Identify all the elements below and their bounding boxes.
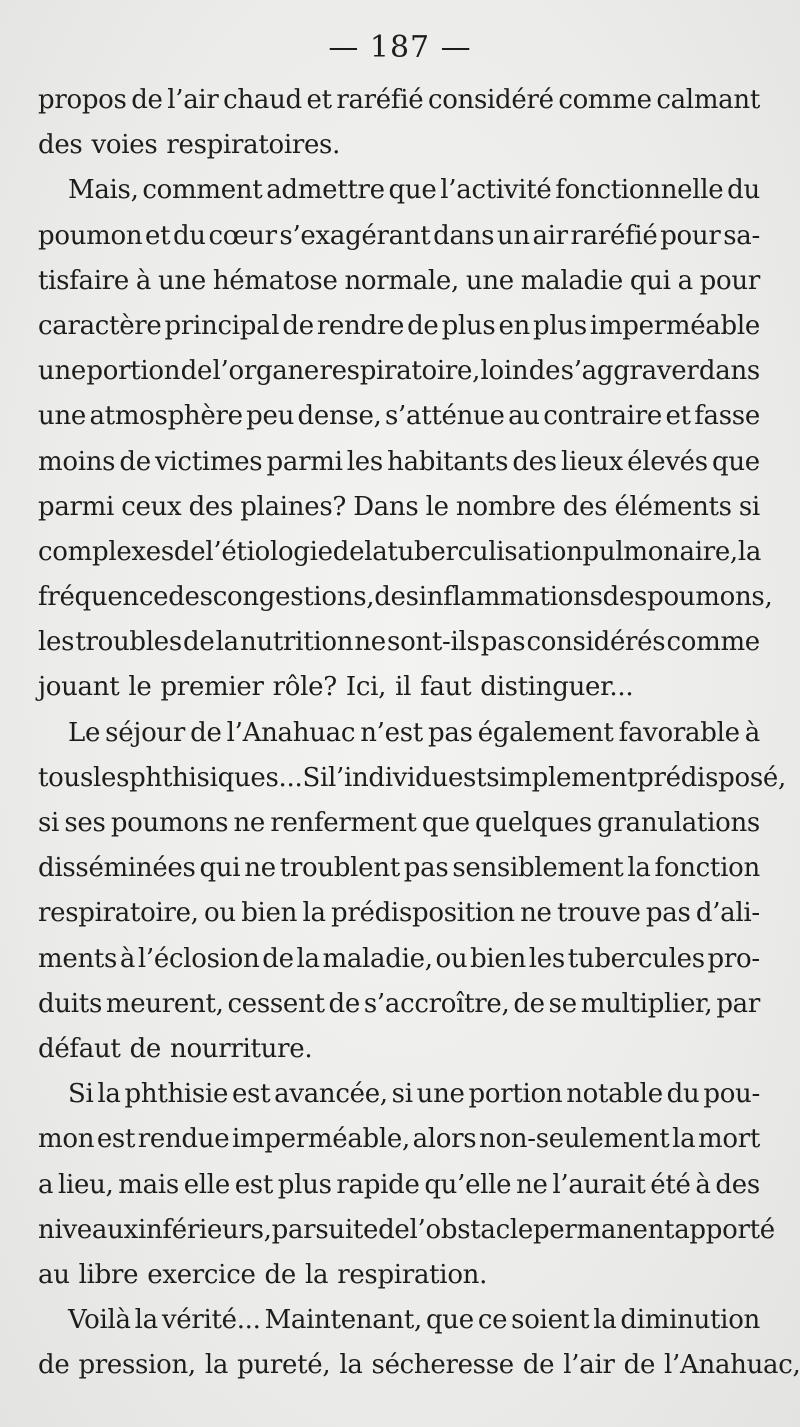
text-line: Mais, comment admettre que l’activité fonctionnelle du: [68, 175, 760, 206]
text-line: mon est rendue imperméable, alors non-seulement la mort: [38, 1124, 760, 1155]
text-line: au libre exercice de la respiration.: [38, 1259, 488, 1290]
text-line: de pression, la pureté, la sécheresse de l’air de l’Anahuac,: [38, 1350, 800, 1381]
text-line: une atmosphère peu dense, s’atténue au contraire et fasse: [38, 401, 760, 432]
text-line: jouant le premier rôle? Ici, il faut distinguer...: [38, 672, 634, 703]
text-line: Le séjour de l’Anahuac n’est pas également favorable à: [68, 717, 760, 748]
text-line: caractère principal de rendre de plus en plus imperméable: [38, 310, 760, 341]
text-line: duits meurent, cessent de s’accroître, de se multiplier, par: [38, 988, 760, 1019]
text-line: niveaux inférieurs, par suite de l’obstacle permanent apporté: [38, 1214, 775, 1245]
text-line: les troubles de la nutrition ne sont-ils pas considérés comme: [38, 627, 760, 658]
text-line: a lieu, mais elle est plus rapide qu’elle ne l’aurait été à des: [38, 1169, 760, 1200]
text-line: tisfaire à une hématose normale, une maladie qui a pour: [38, 265, 760, 296]
text-line: Voilà la vérité... Maintenant, que ce soient la diminution: [68, 1305, 760, 1336]
paragraph: [38, 78, 760, 168]
text-line: propos de l’air chaud et raréfié considéré comme calmant: [38, 85, 760, 115]
text-line: poumon et du cœur s’exagérant dans un air raréfié pour sa-: [38, 220, 760, 251]
text-line: parmi ceux des plaines? Dans le nombre des éléments si: [38, 491, 760, 522]
text-line: respiratoire, ou bien la prédisposition ne trouve pas d’ali-: [38, 898, 760, 929]
text-line: des voies respiratoires.: [38, 130, 341, 161]
text-line: défaut de nourriture.: [38, 1033, 313, 1064]
text-line: complexes de l’étiologie de la tuberculisation pulmonaire, la: [38, 536, 762, 567]
text-line: ments à l’éclosion de la maladie, ou bien les tubercules pro-: [38, 943, 760, 974]
text-line: une portion de l’organe respiratoire, loin de s’aggraver dans: [38, 356, 760, 387]
text-line: disséminées qui ne troublent pas sensiblement la fonction: [38, 853, 760, 884]
body-text: [38, 78, 800, 1388]
text-line: moins de victimes parmi les habitants des lieux élevés que: [38, 446, 760, 477]
text-line: si ses poumons ne renferment que quelques granulations: [38, 808, 760, 838]
text-line: Si la phthisie est avancée, si une portion notable du pou-: [68, 1079, 760, 1110]
text-line: tous les phthisiques... Si l’individu est simplement prédisposé,: [38, 762, 786, 793]
paragraph: [38, 1298, 800, 1388]
page-number: — 187 —: [328, 30, 472, 65]
paragraph: [38, 711, 786, 1073]
paragraph: [38, 168, 773, 710]
text-line: fréquence des congestions, des inflammations des poumons,: [38, 582, 773, 613]
paragraph: [38, 1072, 775, 1298]
